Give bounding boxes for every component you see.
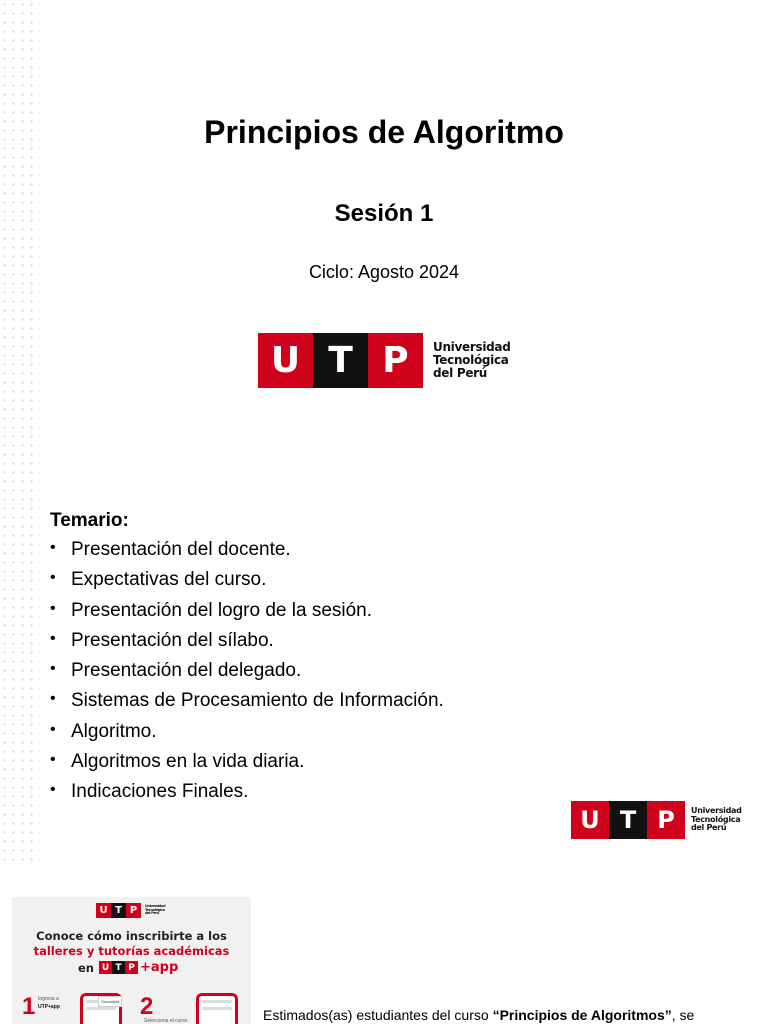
logo-letter-t: T (111, 903, 126, 918)
logo-name-line: Tecnológica (691, 814, 741, 824)
temario-heading: Temario: (50, 510, 129, 531)
step-2-number: 2 (140, 993, 154, 1020)
logo-letter-t: T (112, 961, 125, 974)
logo-name-line: del Perú (433, 366, 488, 381)
list-item (50, 568, 444, 598)
logo-letter-t: T (313, 333, 368, 388)
phone-bar (202, 1007, 232, 1010)
list-item-text: Presentación del logro de la sesión. (71, 599, 373, 621)
cycle-label: Ciclo: Agosto 2024 (308, 262, 460, 282)
announcement-course: “Principios de Algoritmos” (492, 1007, 672, 1023)
logo-name-line: Tecnológica (433, 352, 509, 367)
logo-university-name (145, 905, 165, 917)
utp-app-promo-banner (12, 897, 251, 1024)
logo-name-line: Universidad (145, 903, 166, 908)
promo-line-2: talleres y tutorías académicas (33, 944, 230, 958)
bullet: • (50, 781, 56, 799)
promo-line-3 (78, 960, 178, 975)
logo-letter-u: U (258, 333, 313, 388)
logo-letter-t: T (609, 801, 647, 839)
bullet: • (50, 660, 56, 678)
phone-bar (202, 1000, 232, 1003)
list-item-text: Algoritmo. (71, 720, 157, 742)
step-2-text: Selecciona el curso (144, 1018, 188, 1024)
bullet: • (50, 751, 56, 769)
utp-mini-logo (99, 961, 138, 974)
list-item (50, 629, 444, 659)
list-item (50, 720, 444, 750)
utp-logo-promo (96, 903, 165, 918)
list-item-text: Presentación del sílabo. (71, 629, 274, 651)
logo-letter-p: P (647, 801, 685, 839)
utp-logo-small (571, 801, 742, 839)
utp-logo (258, 333, 511, 388)
logo-letter-u: U (99, 961, 112, 974)
list-item (50, 780, 444, 810)
logo-letter-u: U (96, 903, 111, 918)
bullet: • (50, 599, 56, 617)
list-item (50, 538, 444, 568)
list-item-text: Presentación del delegado. (71, 660, 302, 682)
logo-name-line: Tecnológica (145, 907, 165, 912)
logo-name-line: Universidad (433, 339, 511, 354)
app-suffix: +app (140, 960, 179, 975)
logo-letter-u: U (571, 801, 609, 839)
bullet: • (50, 539, 56, 556)
announcement-suffix: , se (671, 1007, 695, 1023)
list-item-text: Expectativas del curso. (71, 569, 267, 591)
logo-letter-p: P (126, 903, 141, 918)
session-subtitle: Sesión 1 (334, 200, 434, 227)
list-item (50, 689, 444, 719)
phone-illustration (196, 993, 238, 1024)
logo-university-name (433, 341, 511, 381)
bullet: • (50, 629, 56, 647)
bullet: • (50, 569, 56, 587)
sections-tab: Secciones (98, 996, 122, 1007)
promo-line-1: Conoce cómo inscribirte a los (36, 929, 227, 943)
promo-line-3-prefix: en (78, 960, 94, 975)
list-item-text: Indicaciones Finales. (71, 781, 249, 803)
logo-name-line: del Perú (691, 823, 727, 833)
phone-bar (86, 1007, 116, 1010)
step-1-number: 1 (22, 993, 36, 1020)
announcement-text (263, 1007, 738, 1023)
list-item (50, 599, 444, 629)
list-item (50, 659, 444, 689)
logo-letter-p: P (368, 333, 423, 388)
announcement-prefix: Estimados(as) estudiantes del curso (263, 1007, 493, 1023)
bullet: • (50, 690, 56, 708)
bullet: • (50, 720, 56, 738)
step-1-app: UTP+app (38, 1004, 60, 1010)
logo-university-name (691, 807, 742, 833)
logo-letter-p: P (125, 961, 138, 974)
page-title: Principios de Algoritmo (204, 114, 564, 150)
list-item-text: Algoritmos en la vida diaria. (71, 751, 305, 773)
logo-name-line: Universidad (691, 805, 742, 815)
logo-name-line: del Perú (145, 911, 160, 916)
topics-list (50, 538, 444, 811)
step-1-text: Ingresa a (38, 996, 59, 1002)
list-item-text: Presentación del docente. (71, 539, 291, 560)
list-item (50, 750, 444, 780)
list-item-text: Sistemas de Procesamiento de Información. (71, 690, 444, 712)
